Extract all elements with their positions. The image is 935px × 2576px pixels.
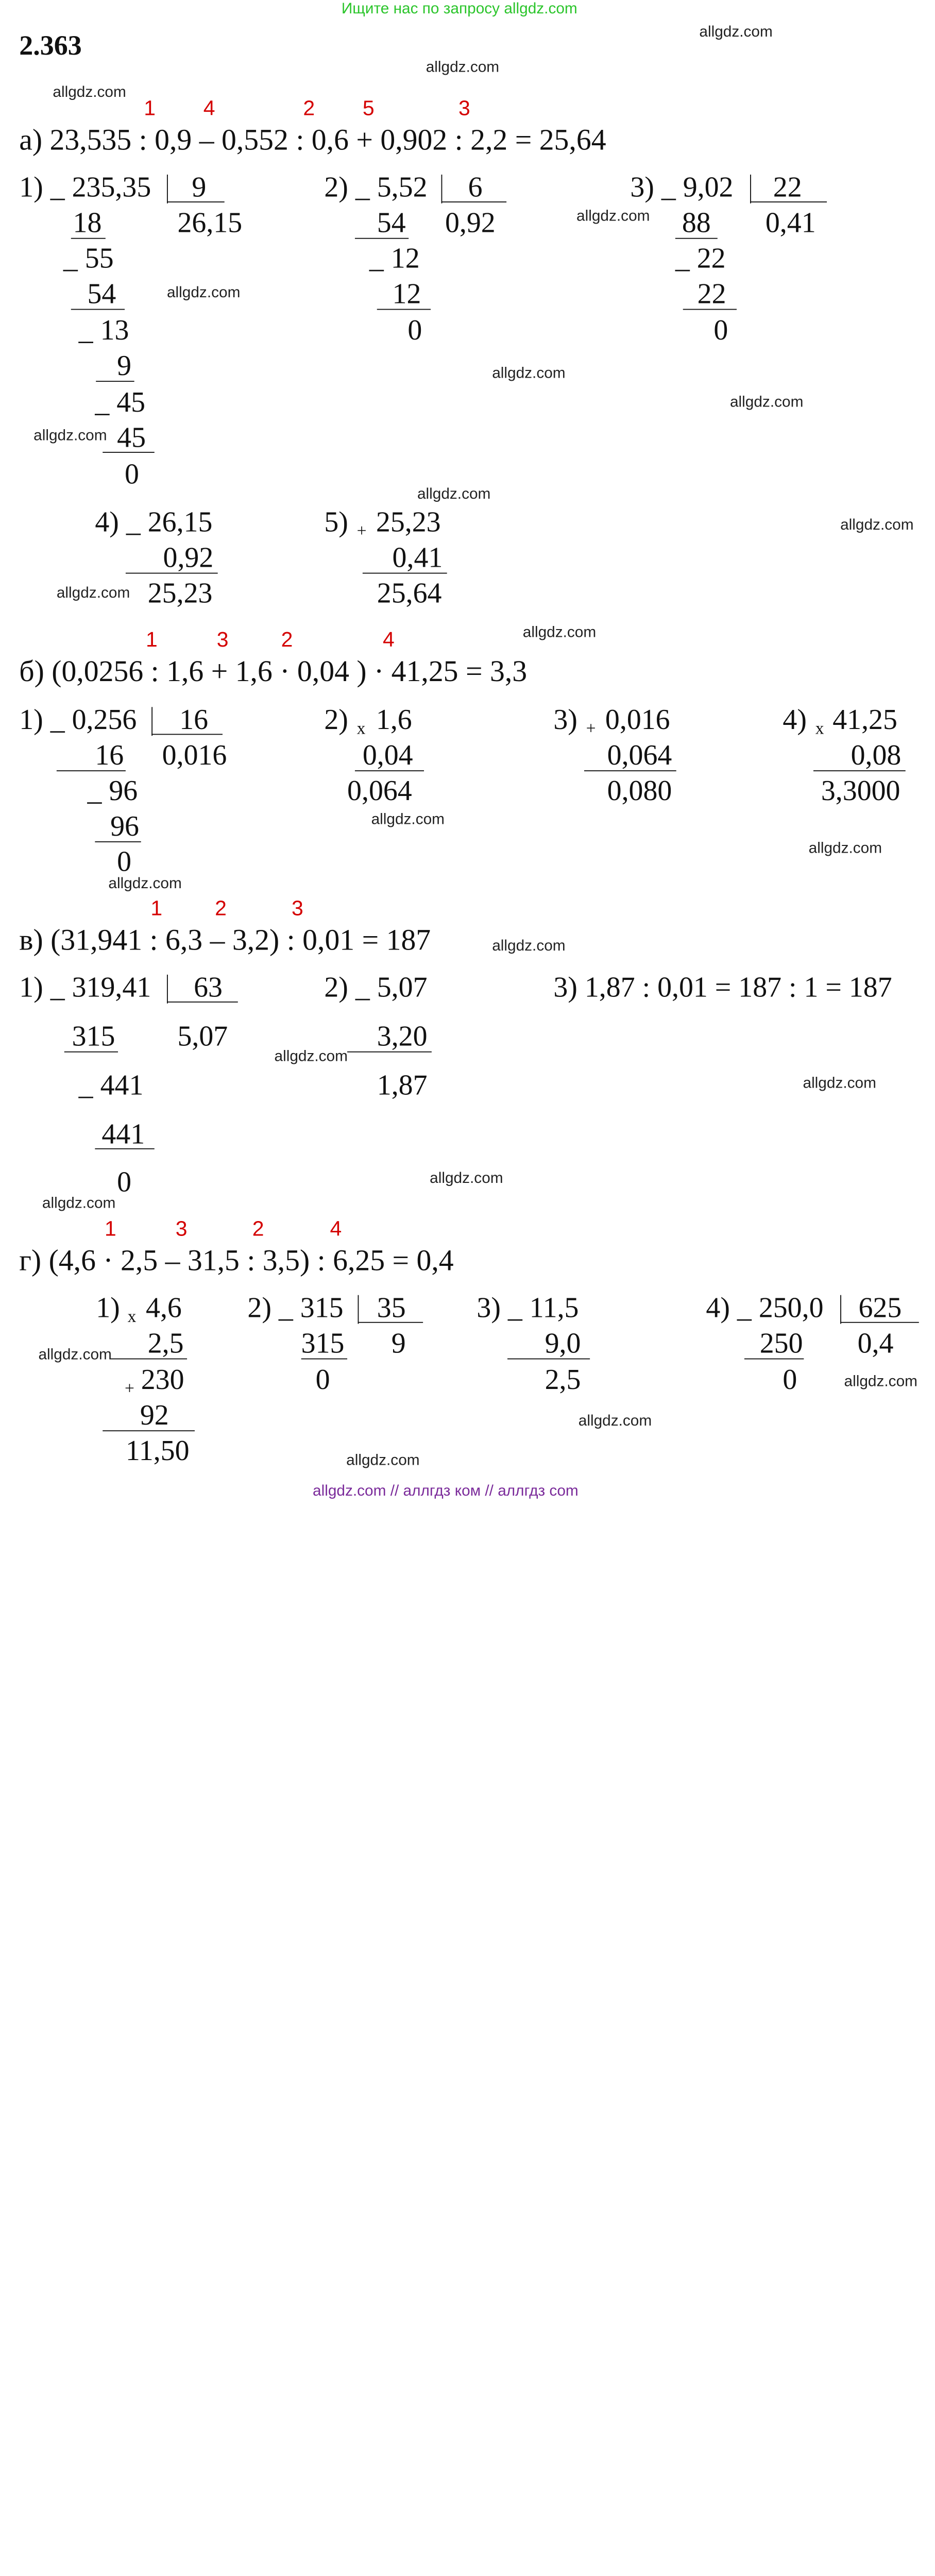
division-bar <box>151 707 152 736</box>
watermark: allgdz.com <box>430 1170 503 1187</box>
addition-term: 25,23 <box>376 506 441 538</box>
plus-sign: + <box>356 521 367 540</box>
addition-term: 0,41 <box>392 542 443 574</box>
multiplication-factor: 2,5 <box>147 1328 184 1360</box>
order-mark: 2 <box>215 896 227 920</box>
underline <box>675 238 718 239</box>
underline <box>103 452 155 453</box>
division-quotient: 5,07 <box>177 1021 228 1053</box>
division-quotient: 9 <box>391 1328 406 1360</box>
underline <box>744 1359 804 1360</box>
division-step: 250 <box>759 1328 803 1360</box>
order-mark: 3 <box>216 627 229 652</box>
watermark: allgdz.com <box>426 59 500 76</box>
division-divisor: 63 <box>194 972 223 1004</box>
top-watermark: Ищите нас по запросу allgdz.com <box>341 1 577 18</box>
division-quotient: 0,41 <box>765 207 816 239</box>
watermark: allgdz.com <box>274 1048 348 1065</box>
division-bar <box>167 175 168 204</box>
multiplication-result: 0,064 <box>347 775 412 807</box>
division-bar <box>167 975 168 1004</box>
watermark: allgdz.com <box>108 876 182 892</box>
expression-c: в) (31,941 : 6,3 – 3,2) : 0,01 = 187 <box>19 923 431 957</box>
watermark: allgdz.com <box>803 1075 876 1092</box>
division-bar <box>840 1295 841 1324</box>
multiplication-factor: 0,04 <box>362 739 413 772</box>
underline <box>95 1148 154 1149</box>
subtraction-result: 2,5 <box>545 1364 581 1396</box>
division-step: 0 <box>713 314 728 347</box>
order-mark: 4 <box>203 96 215 120</box>
division-step: 45 <box>117 422 146 454</box>
watermark: allgdz.com <box>417 486 491 503</box>
division-step: 0 <box>783 1364 797 1396</box>
division-divisor: 16 <box>179 704 209 736</box>
subtraction-minuend: 4) _ 26,15 <box>95 506 213 538</box>
underline <box>126 573 218 574</box>
division-step: 16 <box>95 739 124 772</box>
watermark: allgdz.com <box>371 811 445 828</box>
watermark: allgdz.com <box>808 840 882 857</box>
watermark: allgdz.com <box>576 208 650 225</box>
division-step: _ 13 <box>78 314 129 347</box>
underline <box>96 381 134 382</box>
multiplication-result: 11,50 <box>125 1435 190 1467</box>
footer-watermark: allgdz.com // аллгдз ком // аллгдз com <box>313 1483 579 1500</box>
multiplication-factor: 4,6 <box>146 1292 182 1324</box>
order-mark: 1 <box>144 96 156 120</box>
underline <box>347 1052 432 1053</box>
times-sign: x <box>127 1307 137 1326</box>
addition-result: 25,64 <box>377 577 442 609</box>
division-quotient: 0,4 <box>857 1328 894 1360</box>
watermark: allgdz.com <box>729 394 804 411</box>
multiplication-label: 4) <box>783 704 807 736</box>
underline <box>683 309 737 310</box>
subtraction-subtrahend: 3,20 <box>377 1021 428 1053</box>
watermark: allgdz.com <box>699 24 773 41</box>
subtraction-result: 25,23 <box>147 577 213 609</box>
division-dividend: 2) _ 315 <box>247 1292 344 1324</box>
order-mark: 2 <box>303 96 315 120</box>
watermark: allgdz.com <box>33 428 107 445</box>
underline <box>71 238 106 239</box>
partial-product: 230 <box>141 1364 184 1396</box>
final-calculation: 3) 1,87 : 0,01 = 187 : 1 = 187 <box>553 972 892 1004</box>
underline <box>71 309 125 310</box>
division-divisor: 6 <box>468 172 483 204</box>
order-mark: 3 <box>458 96 470 120</box>
division-dividend: 3) _ 9,02 <box>630 172 734 204</box>
expression-b: б) (0,0256 : 1,6 + 1,6 · 0,04 ) · 41,25 = 3,3 <box>19 654 528 688</box>
division-step: 315 <box>72 1021 115 1053</box>
order-mark: 1 <box>150 896 163 920</box>
division-step: 0 <box>315 1364 330 1396</box>
addition-result: 0,080 <box>607 775 672 807</box>
watermark: allgdz.com <box>346 1452 420 1469</box>
division-step: 0 <box>117 846 132 878</box>
division-divisor: 22 <box>773 172 802 204</box>
division-quotient: 0,92 <box>445 207 496 239</box>
order-mark: 1 <box>104 1216 116 1241</box>
expression-a: а) 23,535 : 0,9 – 0,552 : 0,6 + 0,902 : 2,2 = 25,64 <box>19 123 606 157</box>
division-step: 96 <box>110 810 139 842</box>
subtraction-minuend: 2) _ 5,07 <box>324 972 428 1004</box>
problem-number: 2.363 <box>19 30 82 62</box>
partial-product: 92 <box>140 1399 169 1432</box>
division-step: 0 <box>125 459 139 490</box>
division-step: 54 <box>87 278 116 310</box>
watermark: allgdz.com <box>844 1374 917 1391</box>
underline <box>57 770 126 771</box>
division-dividend: 4) _ 250,0 <box>706 1292 824 1324</box>
watermark: allgdz.com <box>492 365 566 382</box>
division-dividend: 1) _ 319,41 <box>19 972 151 1004</box>
underline <box>377 309 431 310</box>
division-step: 22 <box>697 278 726 310</box>
multiplication-factor: 1,6 <box>376 704 412 736</box>
division-step: 12 <box>392 278 421 310</box>
underline <box>103 1430 195 1431</box>
division-dividend: 2) _ 5,52 <box>324 172 428 204</box>
order-mark: 3 <box>175 1216 188 1241</box>
division-step: _ 12 <box>369 243 420 275</box>
division-step: _ 96 <box>87 775 138 807</box>
order-mark: 3 <box>292 896 303 920</box>
division-step: 315 <box>301 1328 345 1360</box>
watermark: allgdz.com <box>56 585 130 602</box>
division-quotient: 0,016 <box>162 739 227 772</box>
underline <box>355 770 424 771</box>
division-step: 441 <box>101 1118 145 1150</box>
watermark: allgdz.com <box>42 1195 116 1212</box>
division-step: 0 <box>407 314 422 347</box>
multiplication-factor: 41,25 <box>832 704 897 736</box>
division-bar <box>750 175 751 204</box>
subtraction-result: 1,87 <box>377 1070 428 1101</box>
expression-d: г) (4,6 · 2,5 – 31,5 : 3,5) : 6,25 = 0,4 <box>19 1243 454 1277</box>
underline <box>363 573 447 574</box>
division-divisor: 625 <box>858 1292 902 1324</box>
division-step: 9 <box>117 350 132 382</box>
subtraction-subtrahend: 0,92 <box>163 542 214 574</box>
watermark: allgdz.com <box>53 84 126 101</box>
division-step: _ 55 <box>63 243 114 275</box>
plus-sign: + <box>125 1378 134 1398</box>
underline <box>355 238 409 239</box>
multiplication-label: 1) <box>96 1292 120 1324</box>
plus-sign: + <box>586 718 596 738</box>
underline <box>584 770 676 771</box>
order-mark: 2 <box>281 627 293 652</box>
multiplication-factor: 0,08 <box>851 739 902 772</box>
division-divisor: 35 <box>377 1292 406 1324</box>
watermark: allgdz.com <box>522 624 597 641</box>
watermark: allgdz.com <box>492 938 566 955</box>
division-divisor: 9 <box>192 172 207 204</box>
division-step: 0 <box>117 1166 132 1198</box>
division-step: 88 <box>682 207 711 239</box>
watermark: allgdz.com <box>840 517 914 534</box>
underline <box>95 841 141 842</box>
addition-term: 0,064 <box>607 739 672 772</box>
addition-label: 3) <box>553 704 577 736</box>
underline <box>64 1052 118 1053</box>
times-sign: x <box>356 718 366 738</box>
underline <box>301 1359 347 1360</box>
order-mark: 4 <box>330 1216 342 1241</box>
addition-label: 5) <box>324 506 348 538</box>
division-bar <box>358 1295 359 1324</box>
division-bar <box>441 175 443 204</box>
order-mark: 1 <box>146 627 158 652</box>
order-mark: 2 <box>252 1216 264 1241</box>
multiplication-label: 2) <box>324 704 348 736</box>
underline <box>813 770 906 771</box>
order-mark: 5 <box>362 96 375 120</box>
subtraction-minuend: 3) _ 11,5 <box>477 1292 579 1324</box>
watermark: allgdz.com <box>578 1413 652 1430</box>
times-sign: x <box>815 718 824 738</box>
addition-term: 0,016 <box>605 704 670 736</box>
underline <box>507 1359 590 1360</box>
division-dividend: 1) _ 235,35 <box>19 172 151 204</box>
division-dividend: 1) _ 0,256 <box>19 704 137 736</box>
division-step: 54 <box>377 207 406 239</box>
watermark: allgdz.com <box>166 285 241 301</box>
division-step: _ 441 <box>78 1070 144 1101</box>
division-step: 18 <box>73 207 102 239</box>
subtraction-subtrahend: 9,0 <box>545 1328 581 1360</box>
multiplication-result: 3,3000 <box>821 775 900 807</box>
division-step: _ 45 <box>95 386 146 418</box>
division-step: _ 22 <box>675 243 726 275</box>
underline <box>110 1359 187 1360</box>
division-quotient: 26,15 <box>177 207 243 239</box>
order-mark: 4 <box>382 627 395 652</box>
watermark: allgdz.com <box>38 1347 112 1363</box>
